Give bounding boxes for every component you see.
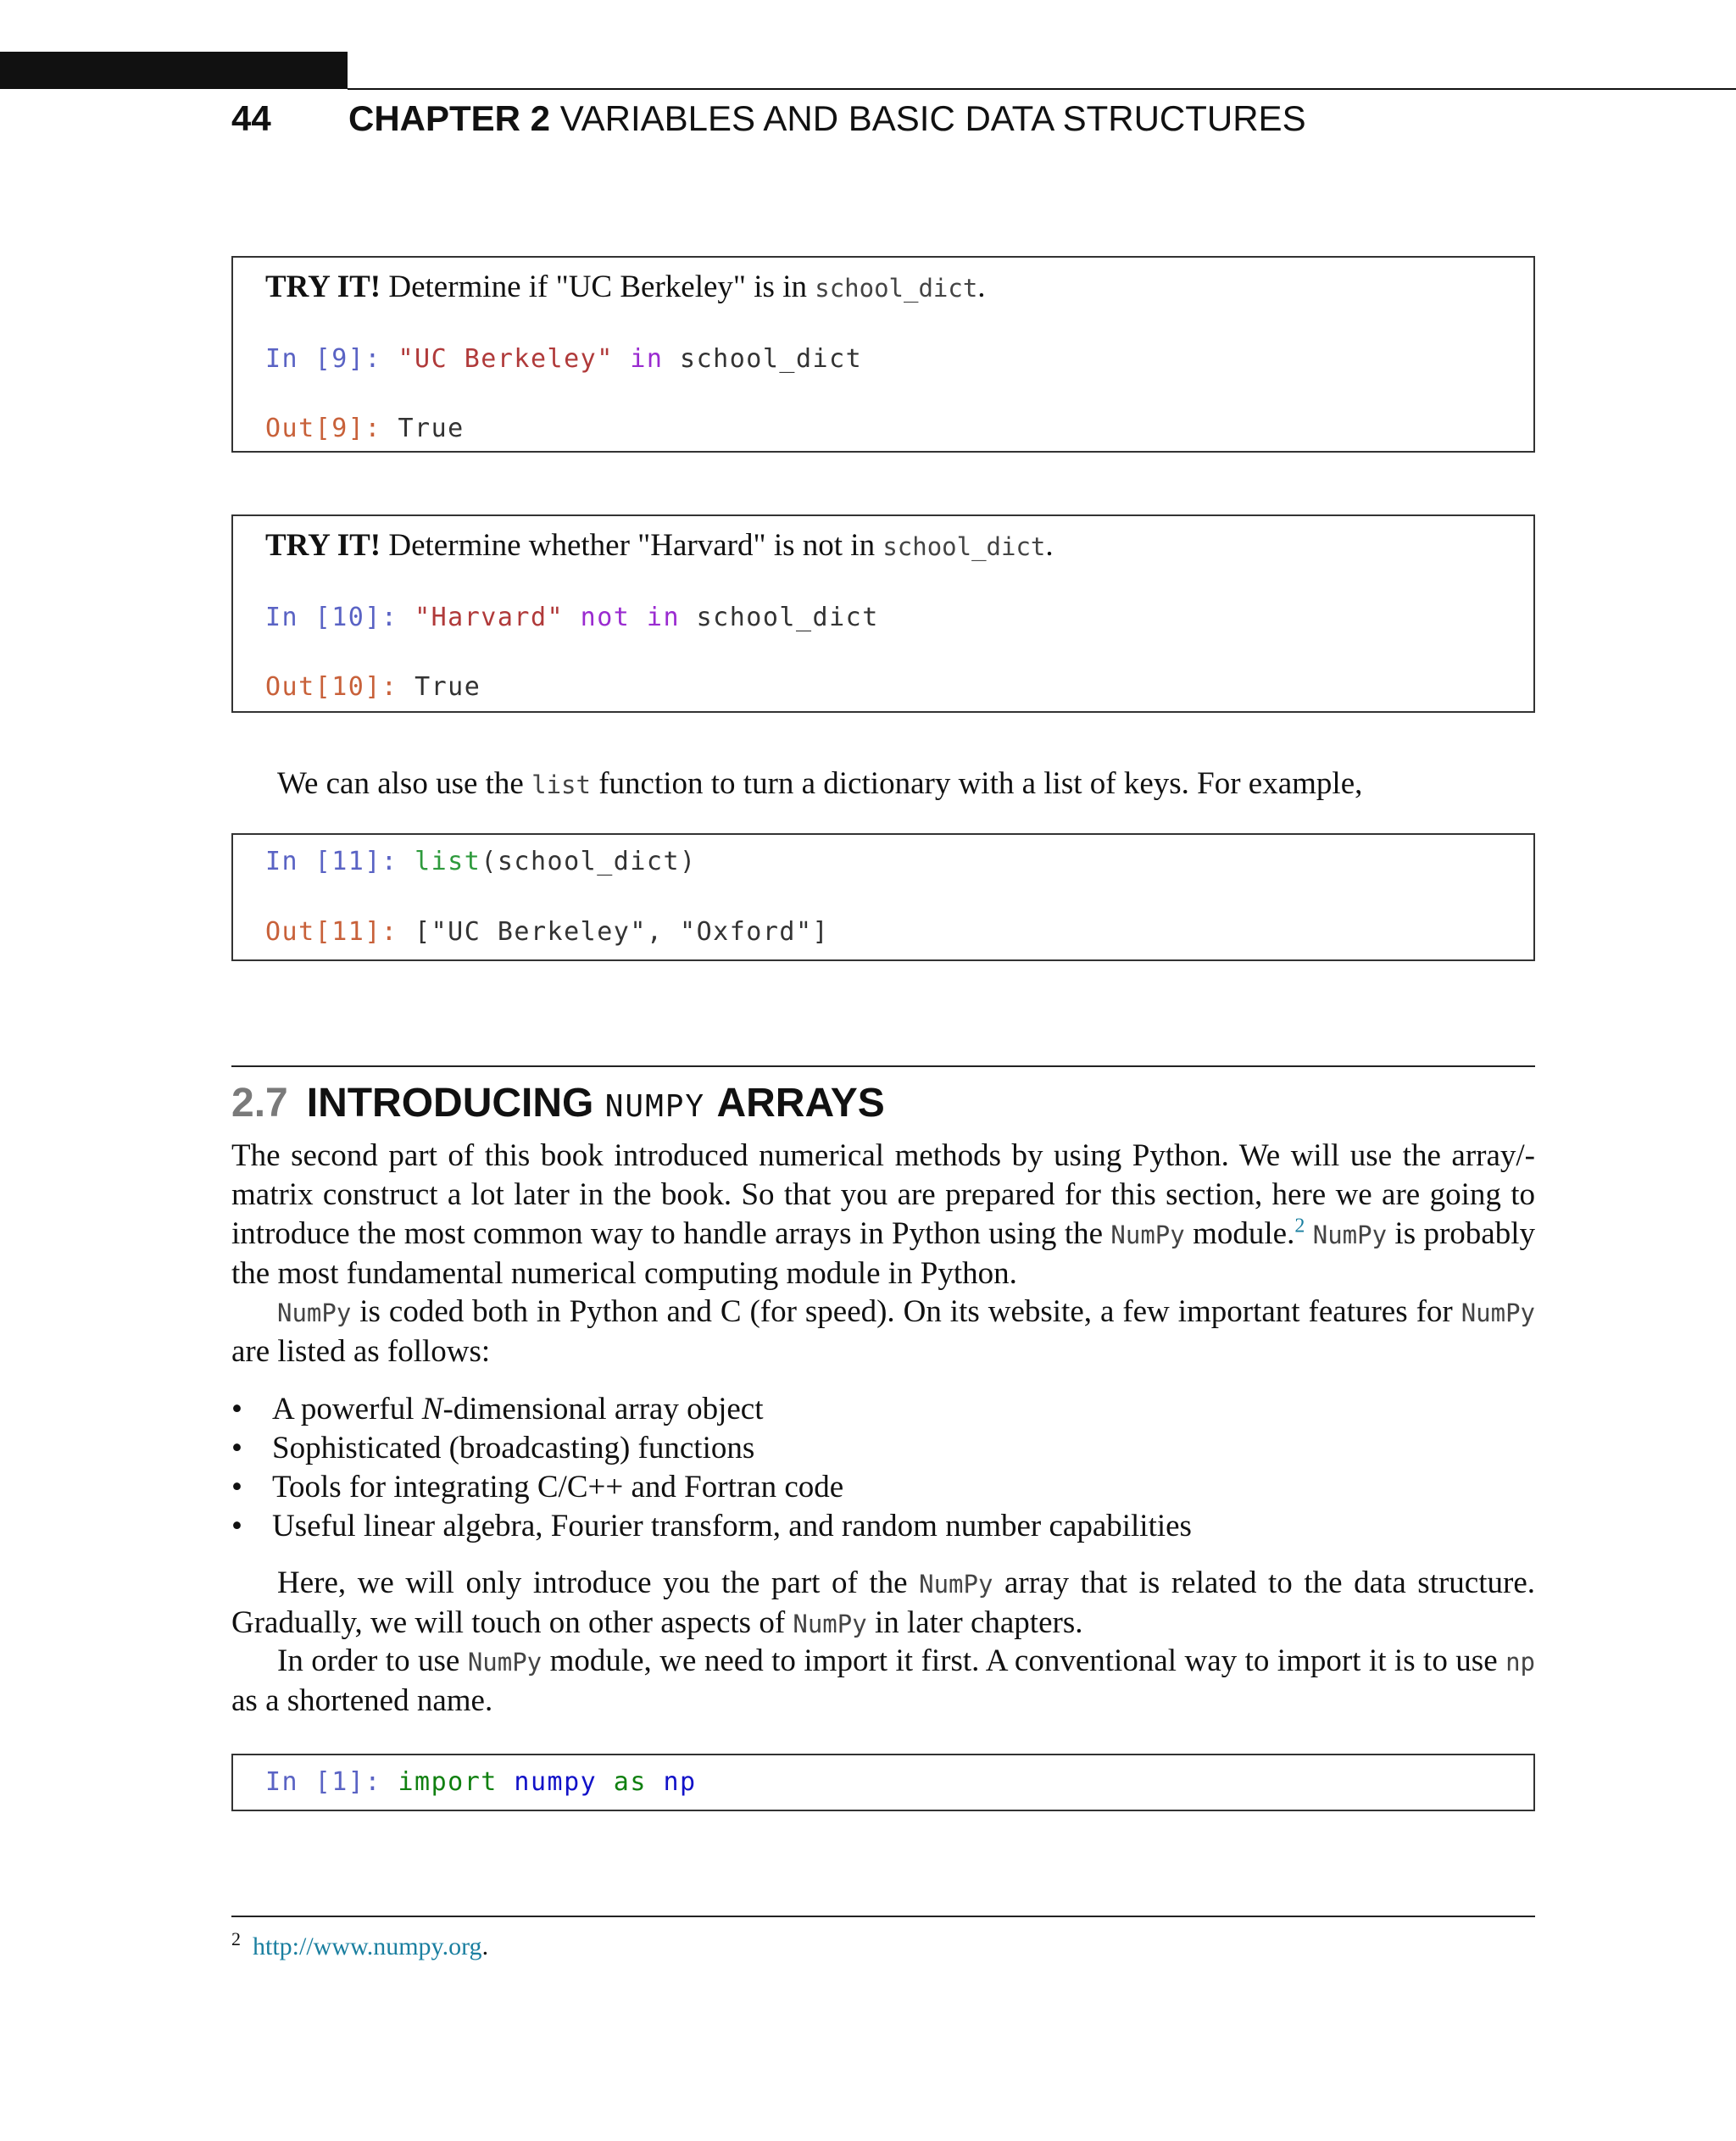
out-prompt: Out[11]: — [265, 917, 415, 947]
string-literal: "Harvard" — [415, 603, 565, 632]
text: Useful linear algebra, Fourier transform, and random number capabilities — [272, 1509, 1192, 1543]
inline-code: NumPy — [1461, 1299, 1535, 1327]
code-input-line — [265, 1764, 697, 1801]
code-output-line — [265, 914, 829, 951]
footnote-link[interactable]: http://www.numpy.org — [253, 1932, 482, 1960]
try-it-label: TRY IT! — [265, 270, 381, 304]
text: array that is related to the data structure. Gradually, we will touch on other aspects of — [231, 1565, 1535, 1640]
section-number: 2.7 — [231, 1081, 288, 1126]
code-box-1 — [231, 1754, 1535, 1811]
text: Tools for integrating C/C++ and Fortran code — [272, 1470, 844, 1504]
text: in later chapters. — [866, 1605, 1083, 1640]
text: . — [481, 1932, 489, 1960]
body-paragraph-1 — [231, 1137, 1535, 1293]
output-value: True — [398, 414, 465, 443]
try-it-text: Determine if "UC Berkeley" is in — [381, 270, 815, 304]
text: is coded both in Python and C (for speed). On its website, a few important features for — [351, 1294, 1461, 1329]
section-rule — [231, 1065, 1535, 1067]
inline-code: NumPy — [1312, 1221, 1388, 1249]
list-item — [231, 1429, 1535, 1468]
list-item — [231, 1390, 1535, 1429]
section-title-a: INTRODUCING — [306, 1081, 594, 1126]
inline-code: NumPy — [793, 1610, 867, 1638]
list-item — [231, 1468, 1535, 1507]
inline-code: list — [531, 770, 591, 799]
code-output-line — [265, 410, 465, 448]
identifier: school_dict — [663, 344, 863, 374]
output-value: True — [415, 672, 481, 702]
footnote-rule — [231, 1916, 1535, 1917]
text: function to turn a dictionary with a list of keys. For example, — [590, 766, 1363, 801]
code-input-line — [265, 599, 879, 637]
section-title-b: ARRAYS — [716, 1081, 885, 1126]
chapter-title: VARIABLES AND BASIC DATA STRUCTURES — [559, 98, 1306, 138]
code-input-line — [265, 341, 862, 378]
bullet-icon: • — [231, 1509, 242, 1543]
in-prompt: In [1]: — [265, 1767, 398, 1797]
section-heading — [231, 1076, 885, 1131]
keyword: not in — [564, 603, 681, 632]
inline-code: school_dict — [882, 532, 1046, 561]
bullet-icon: • — [231, 1431, 242, 1465]
running-head — [231, 93, 1306, 144]
text: Sophisticated (broadcasting) functions — [272, 1431, 755, 1465]
string-literal: "UC Berkeley" — [398, 344, 614, 374]
body-paragraph-4 — [231, 1642, 1535, 1721]
text: is probably the most fundamental numerical computing module in Python. — [231, 1216, 1536, 1291]
chapter-label: CHAPTER 2 — [348, 98, 551, 138]
text: as a shortened name. — [231, 1683, 493, 1718]
math-n: N — [421, 1392, 443, 1426]
try-it-text: Determine whether "Harvard" is not in — [381, 528, 883, 563]
section-title-mono: NUMPY — [604, 1089, 706, 1124]
footnote — [231, 1921, 488, 1966]
in-prompt: In [10]: — [265, 603, 415, 632]
try-it-end: . — [1045, 528, 1054, 563]
code-box-11 — [231, 833, 1535, 961]
inline-code: np — [1505, 1648, 1535, 1677]
keyword-as: as — [597, 1767, 647, 1797]
keyword-import: import — [398, 1767, 498, 1797]
builtin-function: list — [415, 847, 481, 876]
body-paragraph-2 — [231, 1293, 1535, 1371]
text: We can also use the — [277, 766, 532, 801]
arguments: (school_dict) — [481, 847, 697, 876]
header-black-bar — [0, 52, 348, 89]
text: -dimensional array object — [442, 1392, 764, 1426]
in-prompt: In [11]: — [265, 847, 415, 876]
intro-list-paragraph — [231, 765, 1535, 804]
footnote-reference[interactable]: 2 — [1294, 1215, 1305, 1237]
identifier: school_dict — [680, 603, 879, 632]
output-value: ["UC Berkeley", "Oxford"] — [415, 917, 830, 947]
text: A powerful — [272, 1392, 422, 1426]
try-it-lead — [265, 264, 986, 311]
out-prompt: Out[10]: — [265, 672, 415, 702]
body-paragraph-3 — [231, 1564, 1535, 1643]
text: Here, we will only introduce you the part of the — [277, 1565, 920, 1600]
inline-code: NumPy — [277, 1299, 352, 1327]
footnote-number: 2 — [231, 1928, 241, 1949]
code-output-line — [265, 669, 481, 706]
feature-list — [231, 1390, 1535, 1546]
try-it-box-2 — [231, 514, 1535, 713]
bullet-icon: • — [231, 1392, 242, 1426]
text: are listed as follows: — [231, 1334, 491, 1369]
out-prompt: Out[9]: — [265, 414, 398, 443]
text: module. — [1184, 1216, 1295, 1251]
try-it-label: TRY IT! — [265, 528, 381, 563]
text: module, we need to import it first. A conventional way to import it is to use — [542, 1643, 1506, 1678]
list-item — [231, 1507, 1535, 1546]
module-name: numpy — [497, 1767, 598, 1797]
bullet-icon: • — [231, 1470, 242, 1504]
text: In order to use — [277, 1643, 468, 1678]
header-rule — [348, 88, 1736, 90]
text: The second part of this book introduced numerical methods by using Python. We will use the array/-matrix construct a lot later in the book. So that you are prepared for this section, here we are going to introduce the most common way to handle arrays in Python using the — [231, 1138, 1535, 1251]
try-it-box-1 — [231, 256, 1535, 453]
module-alias: np — [646, 1767, 697, 1797]
keyword: in — [613, 344, 664, 374]
code-input-line — [265, 843, 697, 881]
inline-code: NumPy — [467, 1648, 542, 1677]
page-number: 44 — [231, 98, 271, 138]
try-it-end: . — [977, 270, 986, 304]
in-prompt: In [9]: — [265, 344, 398, 374]
try-it-lead — [265, 523, 1054, 570]
inline-code: NumPy — [1110, 1221, 1185, 1249]
inline-code: NumPy — [919, 1570, 993, 1599]
inline-code: school_dict — [815, 274, 978, 303]
